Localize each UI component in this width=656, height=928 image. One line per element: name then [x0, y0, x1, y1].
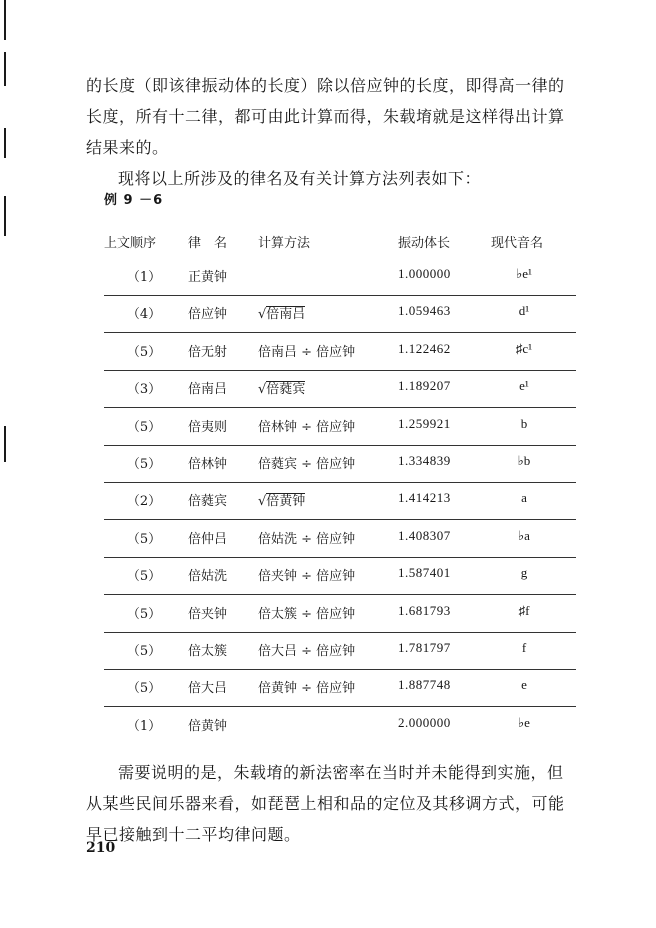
row-divider: [104, 669, 576, 670]
paragraph-top: [86, 70, 592, 163]
row-method: 倍黄钟 ÷ 倍应钟: [258, 681, 356, 697]
row-name: 倍蕤宾: [188, 494, 228, 510]
row-note: g: [520, 565, 528, 581]
row-name: 倍大吕: [188, 681, 228, 697]
row-divider: [104, 594, 576, 595]
row-divider: [104, 706, 576, 707]
row-note: d¹: [518, 303, 530, 319]
header-name: 律 名: [188, 236, 228, 251]
row-length: 1.887748: [398, 677, 451, 693]
text-line: 结果来的。: [86, 138, 169, 157]
row-note: ♭e: [518, 714, 530, 730]
row-name: 正黄钟: [188, 270, 228, 285]
row-name: 倍姑洗: [188, 569, 228, 585]
row-length: 1.259921: [398, 415, 451, 431]
row-method-sqrt: [258, 490, 305, 509]
row-note: ♭b: [517, 453, 531, 468]
row-note: e: [521, 677, 527, 693]
row-name: 倍南吕: [188, 382, 228, 398]
row-order: （1）: [126, 270, 162, 285]
row-name: 倍无射: [188, 344, 228, 360]
text-line: 需要说明的是，朱载堉的新法密率在当时并未能得到实施，但: [118, 763, 564, 782]
radicand: 倍黄钟: [266, 494, 306, 510]
radicand: 倍蕤宾: [266, 382, 306, 398]
paragraph-bottom: [86, 757, 592, 850]
header-length: 振动体长: [398, 236, 451, 251]
sqrt-symbol: √: [258, 382, 267, 398]
row-method: 倍蕤宾 ÷ 倍应钟: [258, 457, 356, 472]
row-order: （2）: [126, 494, 162, 510]
row-method: 倍大吕 ÷ 倍应钟: [258, 644, 356, 659]
row-length: 1.334839: [398, 453, 451, 468]
row-order: （3）: [126, 382, 162, 398]
row-name: 倍应钟: [188, 307, 228, 323]
sqrt-expression: [258, 378, 305, 397]
row-method: 倍南吕 ÷ 倍应钟: [258, 344, 356, 360]
page-number: 210: [86, 840, 116, 856]
row-note: a: [521, 490, 527, 506]
row-divider: [104, 295, 576, 296]
row-note: e¹: [519, 378, 529, 394]
header-order: 上文顺序: [104, 236, 157, 251]
row-length: 1.000000: [398, 266, 451, 281]
row-name: 倍仲吕: [188, 531, 228, 547]
sqrt-symbol: √: [258, 494, 267, 510]
scan-edge-mark: [4, 426, 6, 462]
scan-edge-mark: [4, 128, 6, 158]
row-divider: [104, 370, 576, 371]
row-order: （5）: [126, 644, 162, 659]
row-length: 1.122462: [398, 340, 451, 356]
scan-edge-mark: [4, 52, 6, 86]
row-name: 倍林钟: [188, 457, 228, 472]
row-note: b: [520, 415, 528, 431]
row-length: 1.587401: [398, 565, 451, 581]
text-line: 长度，所有十二律，都可由此计算而得，朱载堉就是这样得出计算: [86, 107, 565, 126]
row-order: （5）: [126, 681, 162, 697]
row-length: 1.414213: [398, 490, 451, 506]
row-divider: [104, 632, 576, 633]
row-length: 1.059463: [398, 303, 451, 319]
row-order: （5）: [126, 606, 162, 622]
text-line: 的长度（即该律振动体的长度）除以倍应钟的长度，即得高一律的: [86, 76, 565, 95]
header-note: 现代音名: [491, 236, 544, 251]
row-method: 倍林钟 ÷ 倍应钟: [258, 419, 356, 435]
row-method: 倍夹钟 ÷ 倍应钟: [258, 569, 356, 585]
row-order: （4）: [126, 307, 162, 323]
text-line: 从某些民间乐器来看，如琵琶上相和品的定位及其移调方式，可能: [86, 794, 565, 813]
row-note: ♭a: [518, 527, 530, 543]
sqrt-expression: [258, 303, 305, 322]
row-divider: [104, 557, 576, 558]
row-name: 倍夹钟: [188, 606, 228, 622]
row-order: （5）: [126, 531, 162, 547]
row-length: 1.408307: [398, 527, 451, 543]
row-note: ♯f: [518, 602, 530, 618]
row-method-sqrt: [258, 378, 305, 397]
row-name: 倍太簇: [188, 644, 228, 659]
row-order: （5）: [126, 344, 162, 360]
row-name: 倍夷则: [188, 419, 228, 435]
row-name: 倍黄钟: [188, 718, 228, 734]
row-note: ♭e¹: [516, 266, 532, 281]
example-label: 例 9 －6: [104, 193, 164, 208]
row-divider: [104, 407, 576, 408]
row-order: （5）: [126, 419, 162, 435]
row-divider: [104, 445, 576, 446]
radicand: 倍南吕: [266, 307, 306, 323]
row-order: （1）: [126, 718, 162, 734]
sqrt-symbol: √: [258, 307, 267, 323]
row-note: f: [521, 640, 527, 655]
scan-edge-mark: [4, 196, 6, 236]
intro-line: 现将以上所涉及的律名及有关计算方法列表如下：: [118, 169, 482, 188]
row-method-sqrt: [258, 303, 305, 322]
row-method: 倍姑洗 ÷ 倍应钟: [258, 531, 356, 547]
row-note: ♯c¹: [515, 340, 533, 356]
sqrt-expression: [258, 490, 305, 509]
text-line: 早已接触到十二平均律问题。: [86, 825, 301, 844]
header-method: 计算方法: [258, 236, 311, 251]
row-length: 1.189207: [398, 378, 451, 394]
row-divider: [104, 482, 576, 483]
row-length: 1.681793: [398, 602, 451, 618]
row-divider: [104, 332, 576, 333]
row-order: （5）: [126, 457, 162, 472]
scan-edge-mark: [4, 0, 6, 40]
row-order: （5）: [126, 569, 162, 585]
row-divider: [104, 519, 576, 520]
row-length: 1.781797: [398, 640, 451, 655]
row-length: 2.000000: [398, 714, 451, 730]
row-method: 倍太簇 ÷ 倍应钟: [258, 606, 356, 622]
